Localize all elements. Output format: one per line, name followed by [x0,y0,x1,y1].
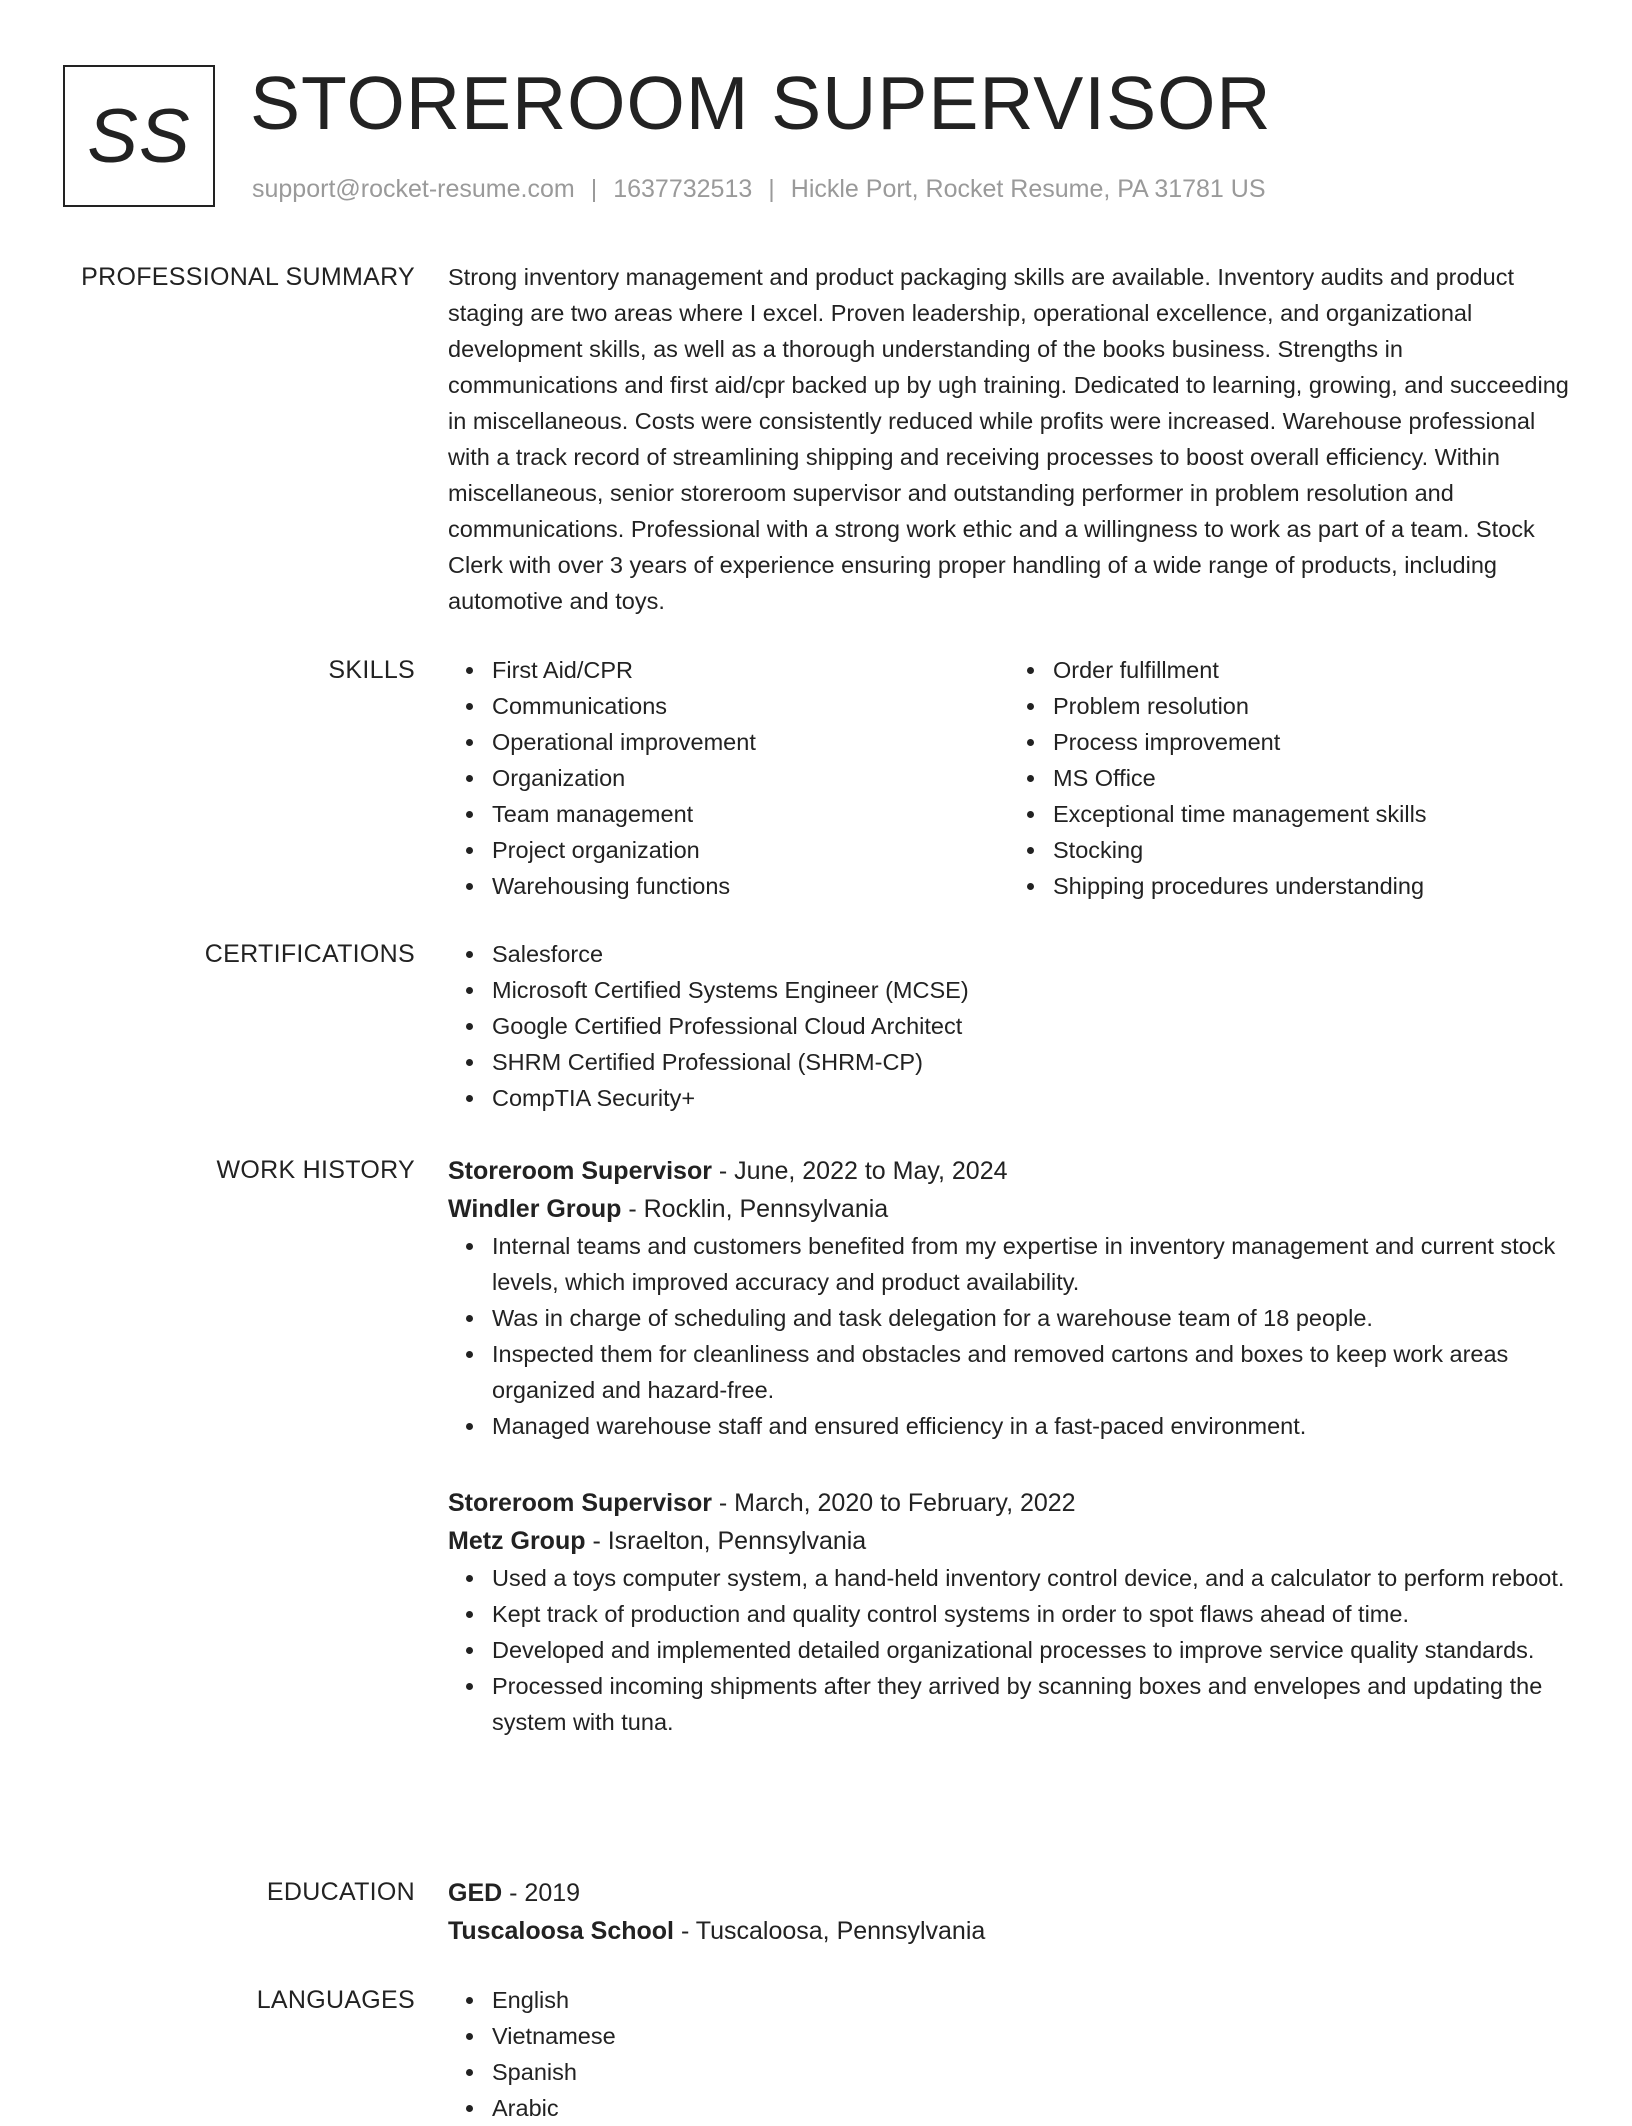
contact-email: support@rocket-resume.com [252,175,575,203]
education-year: - 2019 [509,1879,581,1907]
education-degree: GED [448,1879,503,1907]
section-label-skills: SKILLS [328,656,415,684]
education-location: - Tuscaloosa, Pennsylvania [680,1917,986,1945]
section-label-summary: PROFESSIONAL SUMMARY [81,263,415,291]
job-duty: Processed incoming shipments after they arrived by scanning boxes and envelopes and updating the system with tuna. [492,1668,1570,1740]
certification-item: Google Certified Professional Cloud Architect [492,1008,1570,1044]
contact-separator: | [768,175,775,203]
languages-list [448,1982,1570,2126]
skill-item: Organization [492,760,1009,796]
certifications-body [448,936,1570,1116]
job-duty: Used a toys computer system, a hand-held inventory control device, and a calculator to perform reboot. [492,1560,1570,1596]
job-title: Storeroom Supervisor [448,1157,712,1185]
job-company: Windler Group [448,1195,622,1223]
section-label-languages: LANGUAGES [256,1986,415,2014]
certification-item: CompTIA Security+ [492,1080,1570,1116]
work-history-body [448,1152,1570,1780]
skill-item: Operational improvement [492,724,1009,760]
job-title-line [448,1152,1570,1190]
skill-item: Exceptional time management skills [1053,796,1570,832]
skill-item: First Aid/CPR [492,652,1009,688]
job-entry [448,1152,1570,1444]
job-location: - Rocklin, Pennsylvania [628,1195,889,1223]
languages-body [448,1982,1570,2126]
job-entry [448,1484,1570,1740]
skills-column-1 [448,652,1009,904]
certification-item: SHRM Certified Professional (SHRM-CP) [492,1044,1570,1080]
section-label-work: WORK HISTORY [216,1156,415,1184]
job-title: Storeroom Supervisor [448,1489,712,1517]
job-company-line [448,1522,1570,1560]
skill-item: Communications [492,688,1009,724]
job-company-line [448,1190,1570,1228]
education-degree-line [448,1874,1570,1912]
language-item: Vietnamese [492,2018,1570,2054]
education-school-line [448,1912,1570,1950]
job-duty: Kept track of production and quality control systems in order to spot flaws ahead of time. [492,1596,1570,1632]
skill-item: Order fulfillment [1053,652,1570,688]
page-title: STOREROOM SUPERVISOR [250,61,1272,145]
certifications-list [448,936,1570,1116]
education-body [448,1874,1570,1950]
skill-item: MS Office [1053,760,1570,796]
section-label-education: EDUCATION [266,1878,415,1906]
job-duty: Was in charge of scheduling and task delegation for a warehouse team of 18 people. [492,1300,1570,1336]
job-duty: Internal teams and customers benefited from my expertise in inventory management and current stock levels, which improved accuracy and product availability. [492,1228,1570,1300]
certification-item: Salesforce [492,936,1570,972]
skill-item: Warehousing functions [492,868,1009,904]
skills-column-2 [1009,652,1570,904]
skills-body [448,652,1570,904]
summary-text: Strong inventory management and product packaging skills are available. Inventory audits and product staging are two areas where I excel. Proven leadership, operational excellence, and organizational development skills, as well as a thorough understanding of the books business. Strengths in communications and first aid/cpr backed up by ugh training. Dedicated to learning, growing, and succeeding in miscellaneous. Costs were consistently reduced while profits were increased. Warehouse professional with a track record of streamlining shipping and receiving processes to boost overall efficiency. Within miscellaneous, senior storeroom supervisor and outstanding performer in problem resolution and communications. Professional with a strong work ethic and a willingness to work as part of a team. Stock Clerk with over 3 years of experience ensuring proper handling of a wide range of products, including automotive and toys. [448,264,1569,614]
resume-header [0,0,1632,240]
language-item: English [492,1982,1570,2018]
skill-item: Problem resolution [1053,688,1570,724]
skill-item: Project organization [492,832,1009,868]
section-label-certifications: CERTIFICATIONS [204,940,415,968]
certification-item: Microsoft Certified Systems Engineer (MCSE) [492,972,1570,1008]
contact-phone: 1637732513 [613,175,753,203]
job-company: Metz Group [448,1527,586,1555]
skill-item: Stocking [1053,832,1570,868]
education-school: Tuscaloosa School [448,1917,674,1945]
skill-item: Team management [492,796,1009,832]
job-location: - Israelton, Pennsylvania [592,1527,867,1555]
skill-item: Shipping procedures understanding [1053,868,1570,904]
contact-separator: | [590,175,598,203]
job-title-line [448,1484,1570,1522]
job-dates: - March, 2020 to February, 2022 [718,1489,1076,1517]
language-item: Spanish [492,2054,1570,2090]
skills-columns [448,652,1570,904]
job-duty: Developed and implemented detailed organizational processes to improve service quality standards. [492,1632,1570,1668]
job-duty: Managed warehouse staff and ensured efficiency in a fast-paced environment. [492,1408,1570,1444]
contact-address: Hickle Port, Rocket Resume, PA 31781 US [790,175,1266,203]
contact-line [252,175,1266,204]
skill-item: Process improvement [1053,724,1570,760]
job-dates: - June, 2022 to May, 2024 [718,1157,1008,1185]
job-duties [448,1228,1570,1444]
monogram: SS [63,65,215,207]
job-duties [448,1560,1570,1740]
job-duty: Inspected them for cleanliness and obstacles and removed cartons and boxes to keep work areas organized and hazard-free. [492,1336,1570,1408]
language-item: Arabic [492,2090,1570,2126]
